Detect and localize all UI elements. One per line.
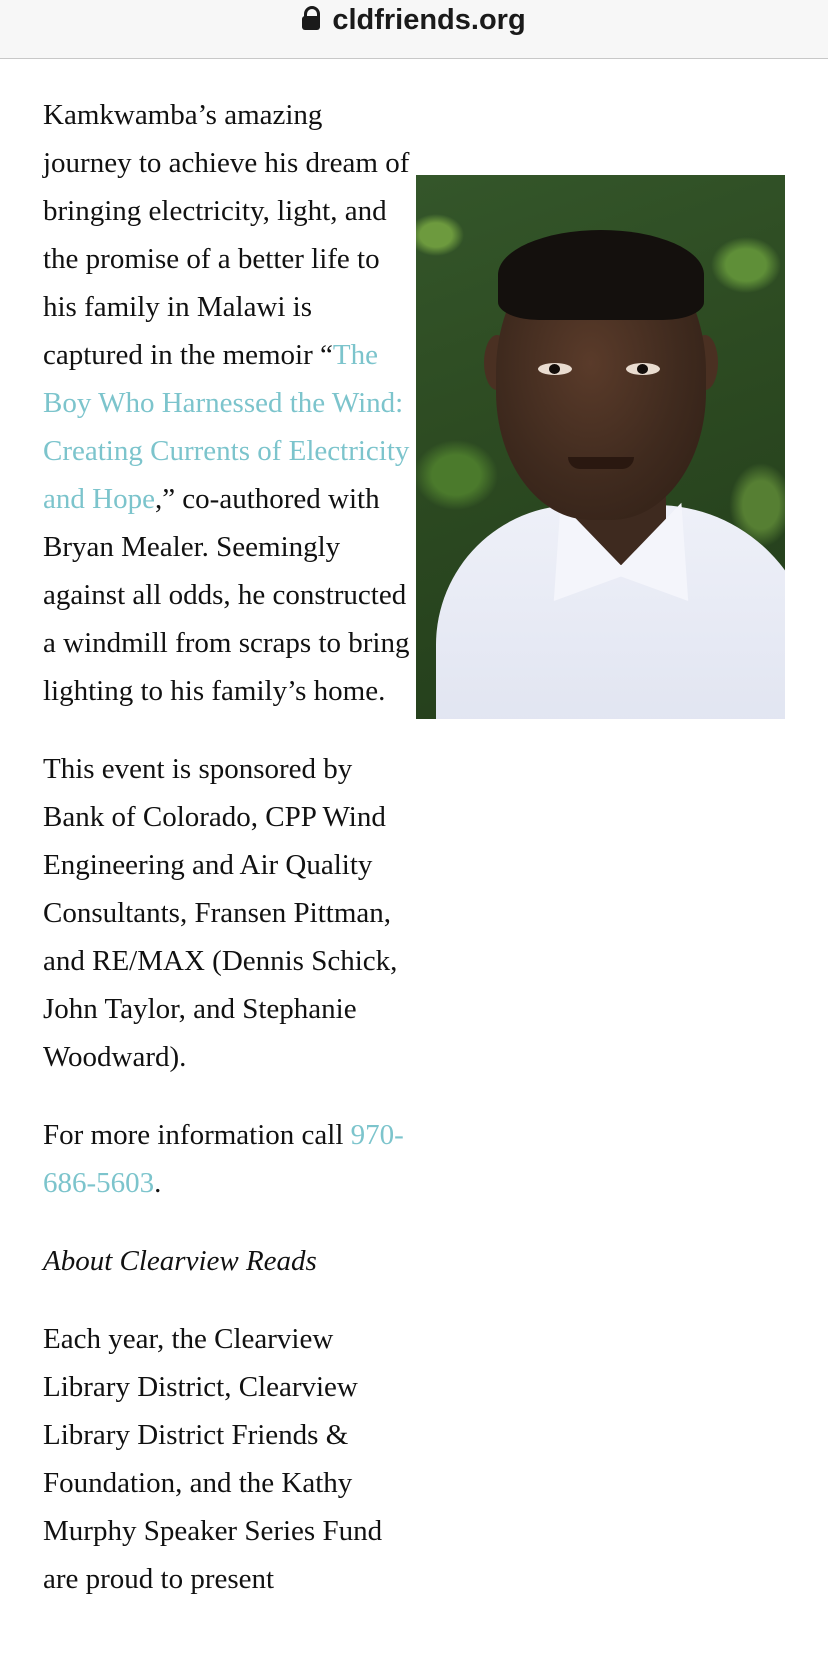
paragraph-sponsors: This event is sponsored by Bank of Colorado, CPP Wind Engineering and Air Quality Consultants, Fransen Pittman, and RE/MAX (Dennis Schick, John Taylor, and Stephanie Woodward). xyxy=(43,753,398,1073)
article-body xyxy=(43,91,415,1633)
paragraph-about: Each year, the Clearview Library District, Clearview Library District Friends & Foundation, and the Kathy Murphy Speaker Series Fund are proud to present xyxy=(43,1323,383,1595)
memoir-text-after: ,” co-authored with Bryan Mealer. Seemingly against all odds, he constructed a windmill from scraps to bring lighting to his family’s home. xyxy=(43,483,410,707)
paragraph-contact xyxy=(43,1111,415,1207)
contact-period: . xyxy=(154,1167,162,1199)
address-bar-content[interactable] xyxy=(0,2,828,38)
photo-eye-left xyxy=(538,363,572,375)
paragraph-memoir xyxy=(43,91,415,715)
contact-text: For more information call xyxy=(43,1119,351,1151)
domain-text[interactable]: cldfriends.org xyxy=(332,3,526,36)
memoir-text-before: Kamkwamba’s amazing journey to achieve his dream of bringing electricity, light, and the promise of a better life to his family in Malawi is captured in the memoir “ xyxy=(43,99,410,371)
section-heading: About Clearview Reads xyxy=(43,1245,317,1277)
photo-hair xyxy=(498,230,704,320)
author-photo xyxy=(416,175,785,719)
phone-link[interactable]: 970-686-5603 xyxy=(43,1119,404,1199)
memoir-book-link[interactable]: The Boy Who Harnessed the Wind: Creating Currents of Electricity and Hope xyxy=(43,339,410,515)
address-bar[interactable] xyxy=(0,0,828,59)
photo-mouth xyxy=(568,457,634,469)
photo-eye-right xyxy=(626,363,660,375)
lock-icon xyxy=(302,6,320,30)
